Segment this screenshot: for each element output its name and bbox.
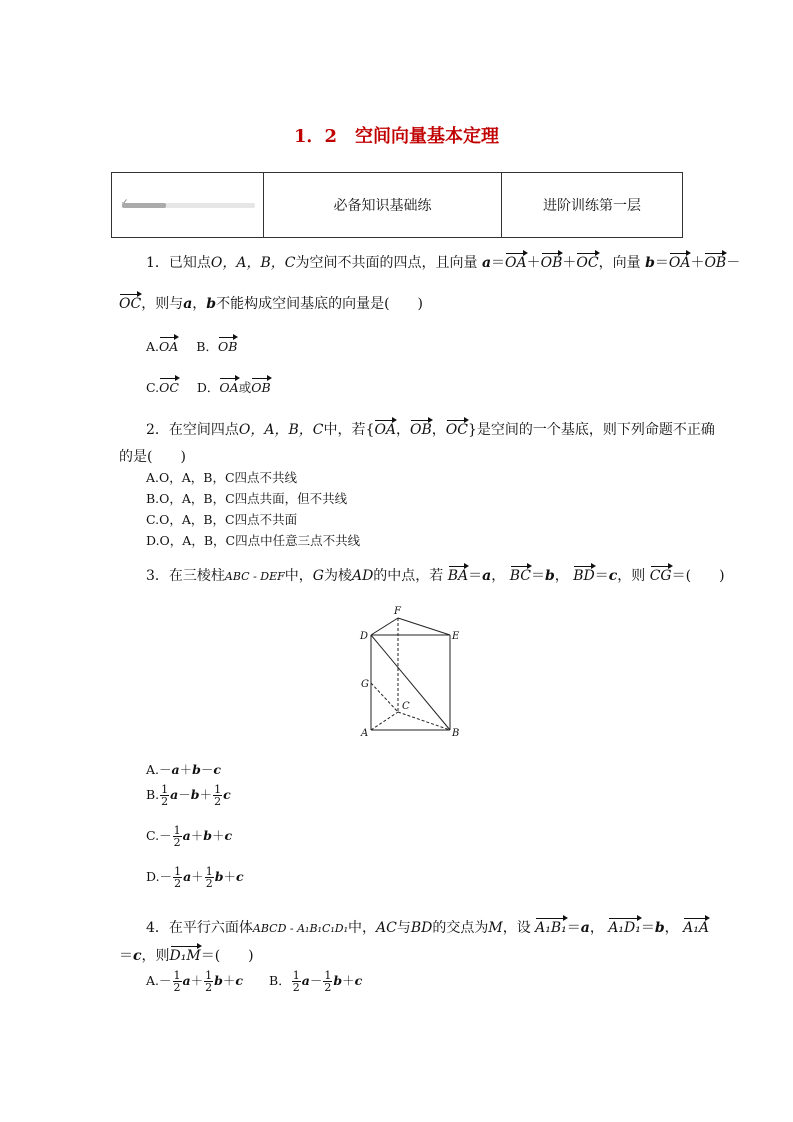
edge-df [371, 618, 398, 635]
progress-bar-fill [122, 203, 166, 208]
q2-option-c: C.O，A，B，C四点不共面 [146, 512, 298, 527]
label-c: C [402, 701, 410, 712]
q3-option-b: B. $\frac{1}{2}$ a－b＋ $\frac{1}{2}$ c [146, 783, 231, 808]
progress-cell [112, 173, 264, 238]
label-d: D [360, 631, 369, 642]
q2-option-b: B.O，A，B，C四点共面，但不共线 [146, 491, 348, 506]
edge-ac-hidden [371, 712, 398, 730]
q3-line1: 3．在三棱柱ABC - DEF中，G为棱AD的中点，若 BA＝a， BC＝b， BD＝c，则 CG＝( ) [146, 568, 725, 584]
progress-bar [122, 203, 255, 208]
q1-options-ab: A.OA B．OB [146, 339, 238, 354]
q2-line1: 2．在空间四点O，A，B，C中，若{OA，OB，OC}是空间的一个基底，则下列命题不正确 [146, 422, 715, 438]
q3-option-d: D.－ $\frac{1}{2}$ a＋ $\frac{1}{2}$ b＋c [146, 865, 244, 890]
header-advanced-level: 进阶训练第一层 [502, 173, 683, 238]
label-g: G [361, 679, 369, 690]
edge-fe [398, 618, 450, 635]
q2-option-d: D.O，A，B，C四点中任意三点不共线 [146, 533, 361, 548]
q3-option-a: A.－a＋b－c [146, 762, 222, 777]
q2-option-a: A.O，A，B，C四点不共线 [146, 470, 298, 485]
q4-line1: 4．在平行六面体ABCD - A₁B₁C₁D₁中，AC与BD的交点为M，设 A₁B₁＝a， A₁D₁＝b， A₁A [146, 920, 709, 936]
section-header-table [111, 172, 683, 238]
diagonal-db [371, 635, 450, 730]
q4-line2: ＝c，则D₁M＝( ) [119, 948, 254, 964]
q3-option-c: C.－ $\frac{1}{2}$ a＋b＋c [146, 824, 233, 849]
segment-gc-hidden [371, 683, 398, 712]
page-title: 1．2 空间向量基本定理 [293, 126, 500, 147]
q1-options-cd: C.OC D．OA或OB [146, 380, 271, 395]
q2-line2: 的是( ) [119, 449, 186, 465]
header-basic-practice: 必备知识基础练 [264, 173, 502, 238]
prism-figure [355, 603, 465, 738]
q1-line1: 1．已知点O，A，B，C为空间不共面的四点，且向量 a＝OA＋OB＋OC，向量 b＝OA＋OB－ [146, 255, 741, 271]
q1-line2: OC，则与a，b不能构成空间基底的向量是( ) [119, 296, 424, 312]
label-e: E [452, 631, 460, 642]
label-a: A [361, 728, 369, 738]
label-b: B [452, 728, 460, 738]
label-f: F [394, 606, 401, 617]
q4-options-ab: A.－ $\frac{1}{2}$ a＋ $\frac{1}{2}$ b＋c B． $\frac{1}{2}$ a－ $\frac{1}{2}$ b＋c [146, 969, 363, 994]
